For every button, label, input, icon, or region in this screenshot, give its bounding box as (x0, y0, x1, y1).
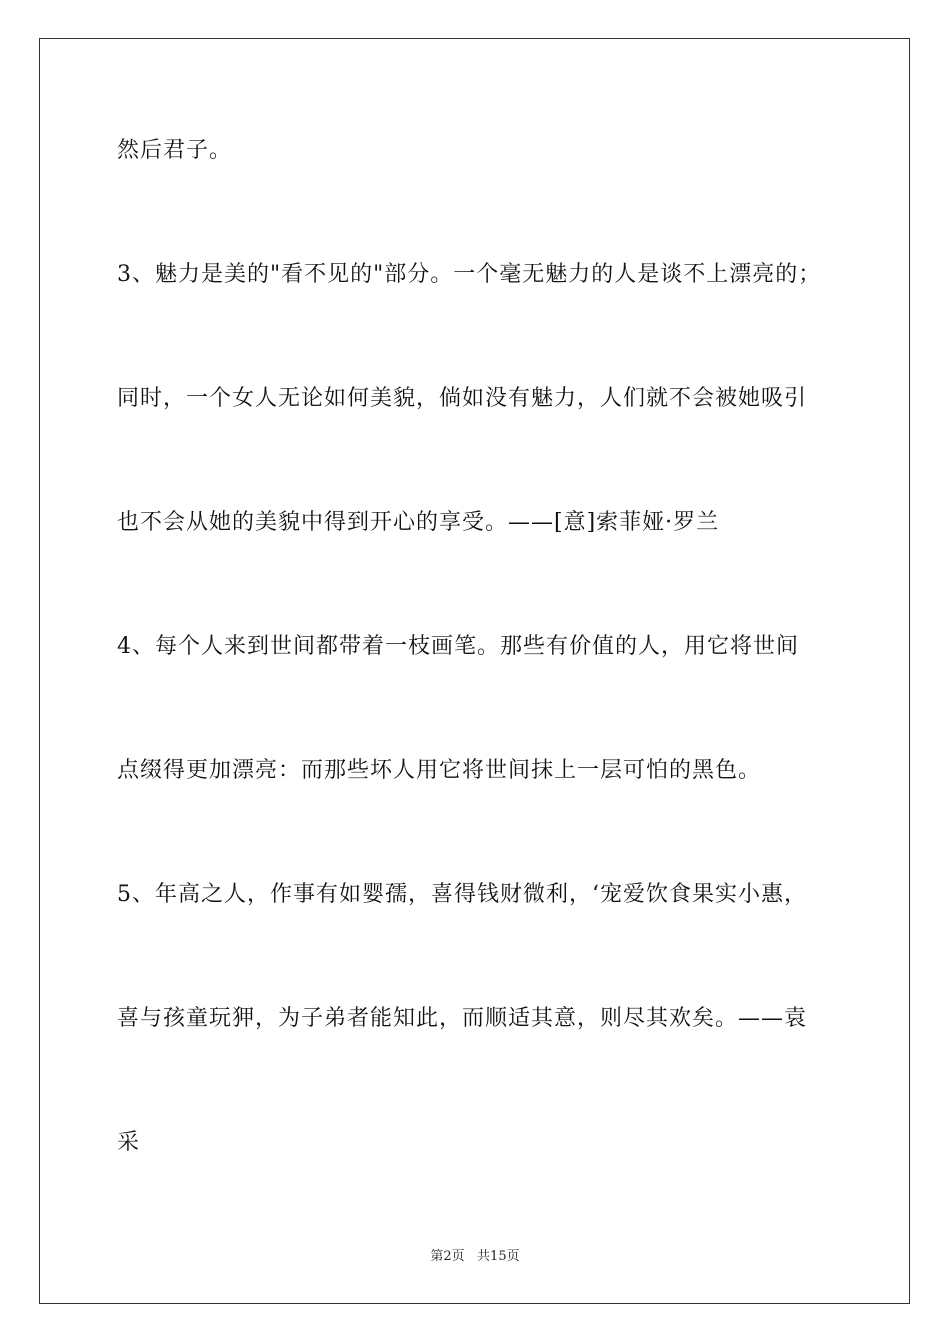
text-line-4: 也不会从她的美貌中得到开心的享受。——[意]索菲娅·罗兰 (117, 510, 720, 535)
text-line-6: 点缀得更加漂亮：而那些坏人用它将世间抹上一层可怕的黑色。 (117, 758, 762, 783)
text-line-2: 3、魅力是美的"看不见的"部分。一个毫无魅力的人是谈不上漂亮的； (117, 262, 822, 287)
text-line-3: 同时，一个女人无论如何美貌，倘如没有魅力，人们就不会被她吸引 (117, 386, 808, 411)
text-line-5: 4、每个人来到世间都带着一枝画笔。那些有价值的人，用它将世间 (117, 634, 799, 659)
text-line-8: 喜与孩童玩狎，为子弟者能知此，而顺适其意，则尽其欢矣。——袁 (117, 1006, 808, 1031)
text-line-7: 5、年高之人，作事有如婴孺，喜得钱财微利，‘宠爱饮食果实小惠， (117, 882, 807, 907)
page-footer: 第2页 共15页 (430, 1249, 520, 1264)
text-line-1: 然后君子。 (117, 138, 233, 163)
page-border (39, 38, 910, 1304)
text-line-9: 采 (117, 1130, 141, 1155)
